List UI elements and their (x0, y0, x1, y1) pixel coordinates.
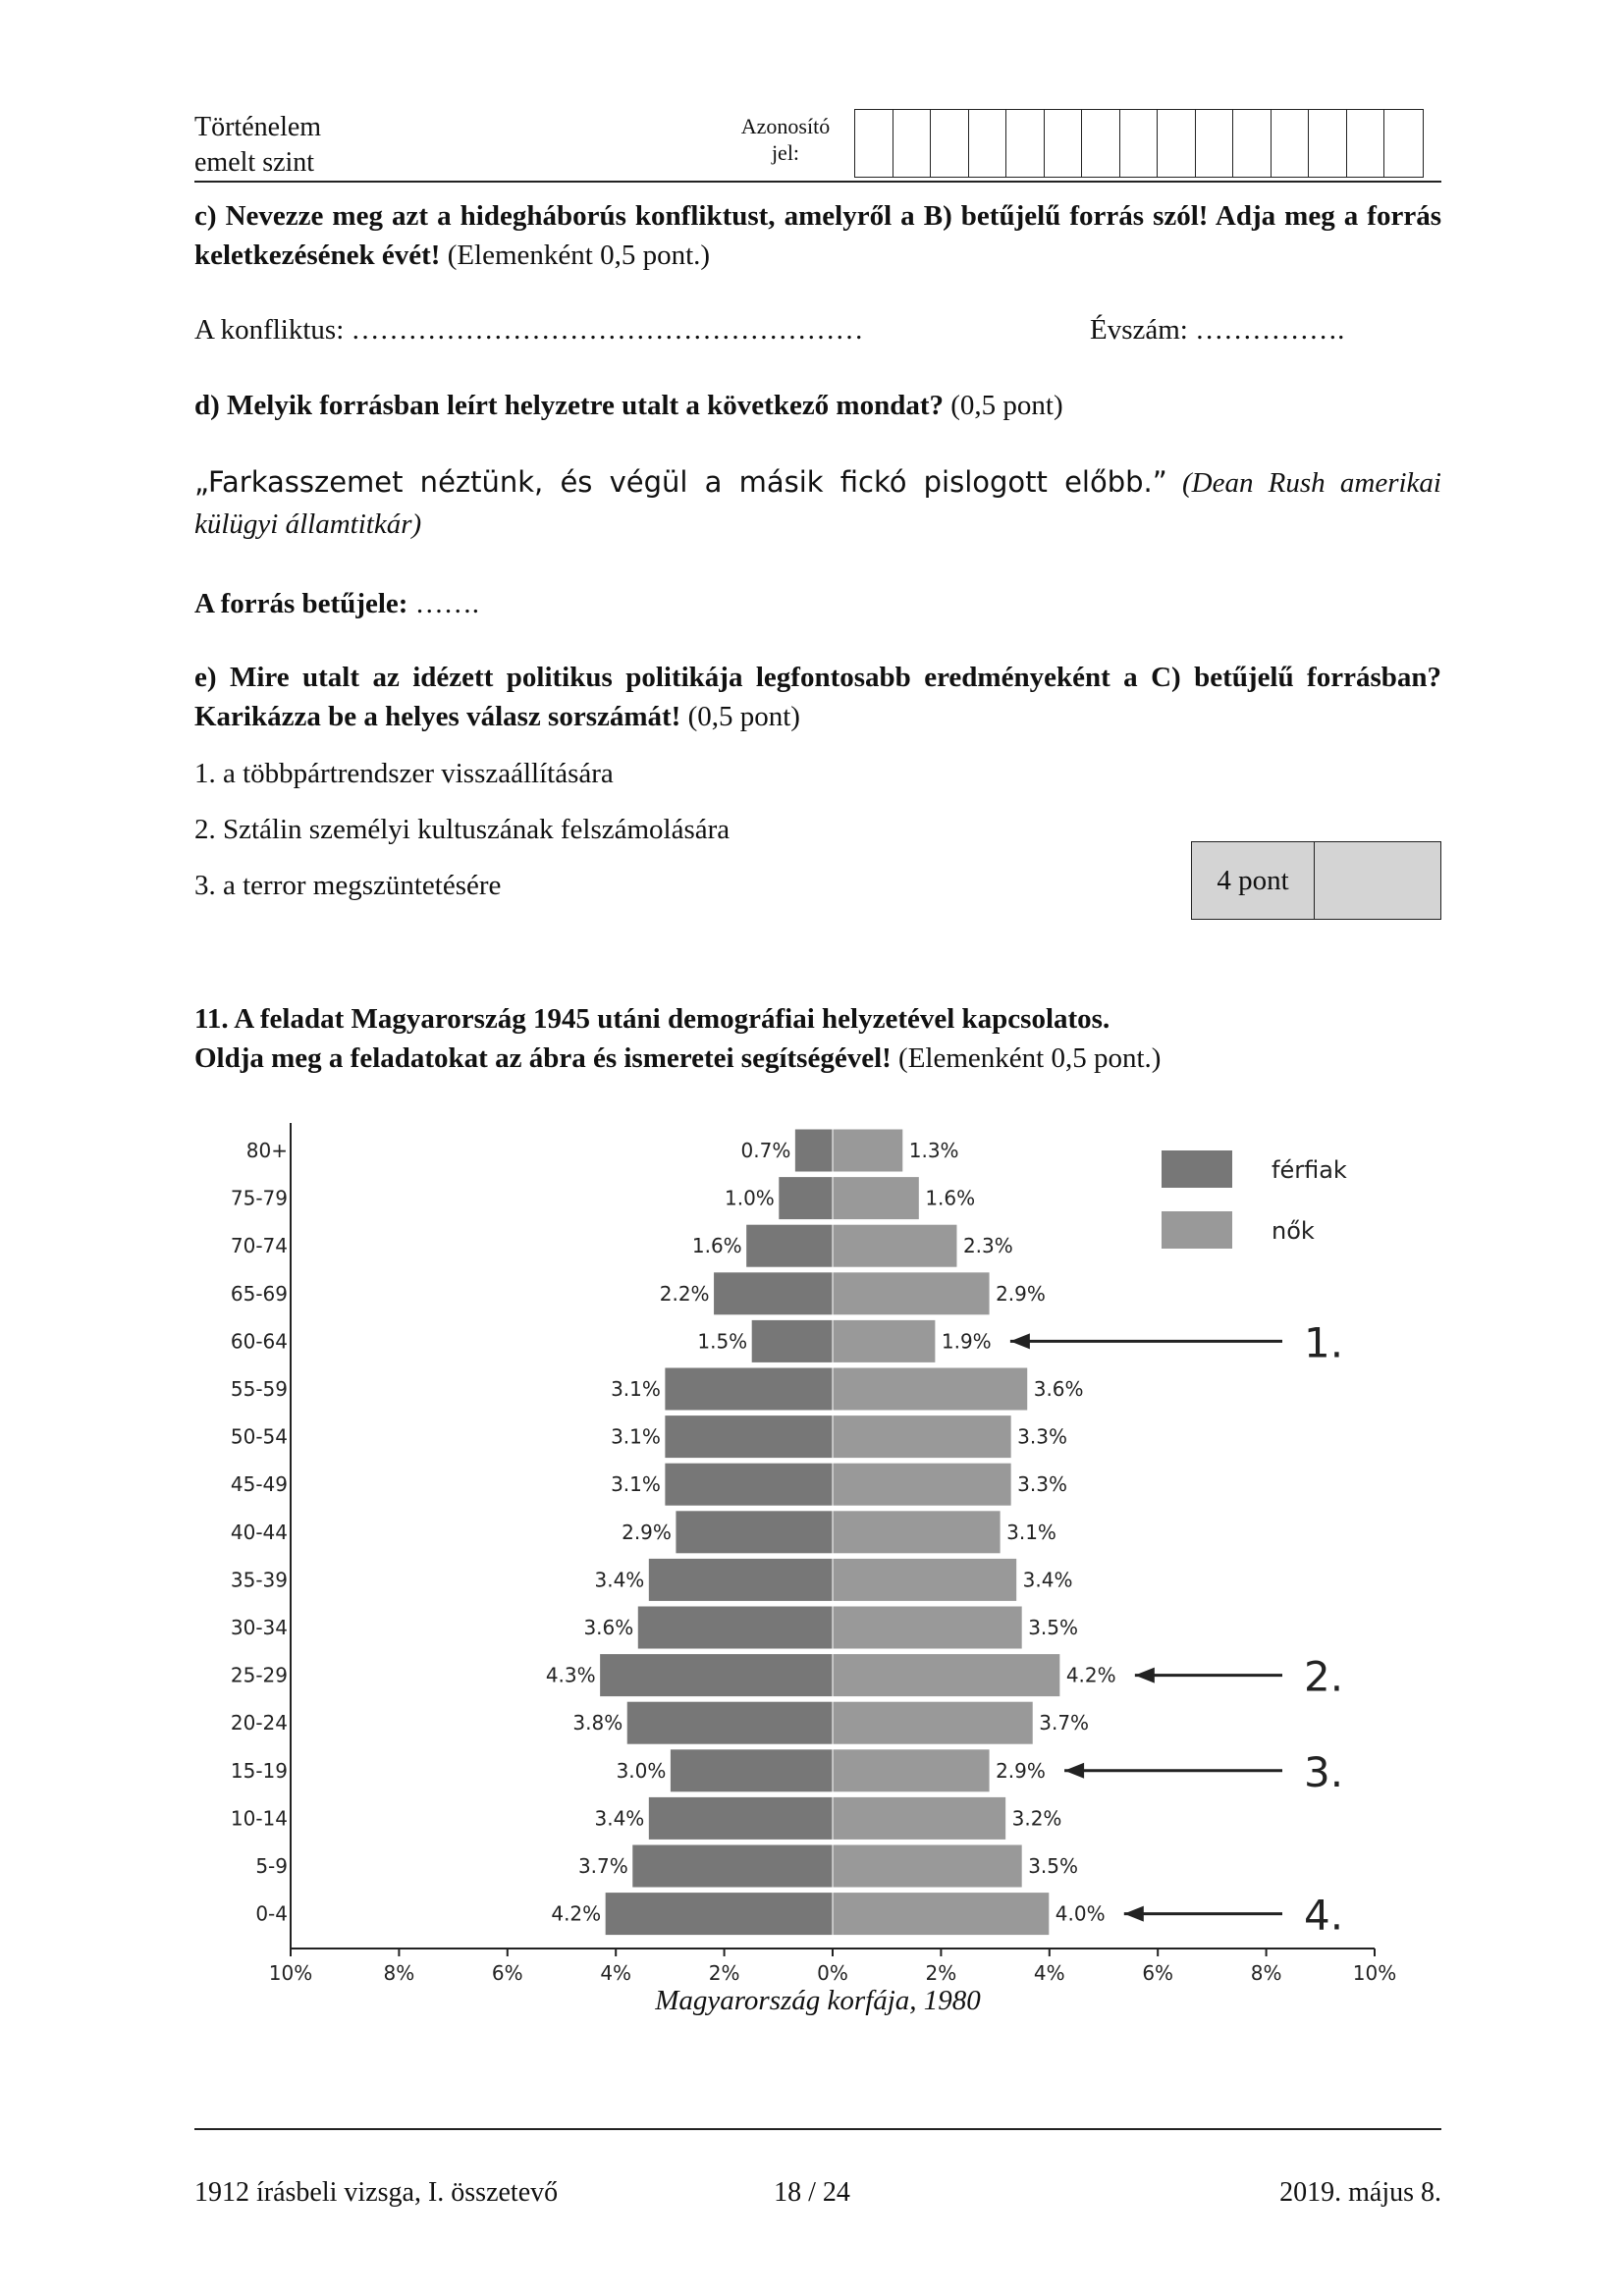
task-d-answer-row[interactable] (194, 584, 1441, 623)
task-c-prompt (194, 196, 1441, 275)
legend-swatch-women (1162, 1211, 1232, 1249)
value-label-men-75-79: 1.0% (724, 1186, 775, 1210)
quote-text: „Farkasszemet néztünk, és végül a másik fickó pislogott előbb.” (194, 465, 1167, 499)
bar-women-30-34 (833, 1606, 1022, 1649)
header-subject (194, 110, 321, 181)
annotation-arrowhead-1 (1010, 1333, 1030, 1349)
id-digit-box[interactable] (1196, 110, 1234, 177)
task-e-points: (0,5 pont) (680, 701, 800, 732)
bar-women-80+ (833, 1129, 903, 1172)
value-label-women-20-24: 3.7% (1039, 1711, 1090, 1735)
annotation-number-1: 1. (1304, 1318, 1344, 1367)
id-digit-box[interactable] (969, 110, 1007, 177)
score-label: 4 pont (1192, 842, 1315, 919)
source-letter-label: A forrás betűjele: (194, 588, 408, 619)
bar-women-60-64 (833, 1319, 936, 1362)
legend-swatch-men (1162, 1150, 1232, 1188)
age-label-5-9: 5-9 (255, 1854, 288, 1878)
value-label-men-5-9: 3.7% (577, 1854, 628, 1878)
bar-men-45-49 (665, 1463, 833, 1506)
x-tick-label: 0% (817, 1961, 848, 1985)
task-11-points: (Elemenként 0,5 pont.) (891, 1042, 1162, 1074)
annotation-number-2: 2. (1304, 1652, 1344, 1701)
id-label (722, 113, 849, 166)
x-tick-label: 4% (600, 1961, 632, 1985)
x-tick-label: 2% (925, 1961, 957, 1985)
task-11-instruction-bold: Oldja meg a feladatokat az ábra és ismeretei segítségével! (194, 1042, 892, 1074)
task-e-prompt-bold: e) Mire utalt az idézett politikus politikája legfontosabb eredményeként a C) betűjelű forrásban? Karikázza be a helyes válasz sorszámát! (194, 662, 1441, 732)
x-tick-label: 10% (268, 1961, 313, 1985)
id-digit-box[interactable] (1120, 110, 1159, 177)
bar-women-25-29 (833, 1654, 1060, 1697)
age-label-45-49: 45-49 (230, 1472, 288, 1497)
id-digit-box[interactable] (1384, 110, 1423, 177)
age-label-30-34: 30-34 (230, 1616, 288, 1639)
bar-women-20-24 (833, 1701, 1033, 1744)
bar-men-70-74 (746, 1224, 833, 1267)
value-label-men-35-39: 3.4% (594, 1568, 645, 1592)
value-label-men-15-19: 3.0% (616, 1758, 667, 1783)
task-c-answer-row (194, 310, 1441, 349)
id-digit-box[interactable] (1272, 110, 1310, 177)
id-digit-box[interactable] (893, 110, 932, 177)
conflict-answer-field[interactable]: A konfliktus: ……………………………………………… (194, 314, 864, 346)
bar-men-40-44 (676, 1511, 833, 1554)
bar-men-5-9 (632, 1844, 833, 1888)
score-entry-cell[interactable] (1315, 842, 1440, 919)
x-tick-label: 6% (491, 1961, 523, 1985)
value-label-men-70-74: 1.6% (691, 1234, 742, 1258)
footer-date: 2019. május 8. (1279, 2177, 1441, 2208)
bar-men-15-19 (670, 1749, 833, 1792)
value-label-women-55-59: 3.6% (1033, 1377, 1084, 1401)
chart-caption: Magyarország korfája, 1980 (655, 1985, 981, 2016)
id-digit-box[interactable] (855, 110, 893, 177)
task-c-prompt-bold: c) Nevezze meg azt a hidegháborús konfliktust, amelyről a B) betűjelű forrás szól! Adja meg a forrás keletkezésének évét! (194, 200, 1441, 271)
age-label-35-39: 35-39 (230, 1568, 288, 1592)
value-label-men-25-29: 4.3% (545, 1663, 596, 1687)
value-label-women-60-64: 1.9% (941, 1329, 992, 1354)
value-label-women-15-19: 2.9% (996, 1758, 1046, 1783)
value-label-men-40-44: 2.9% (622, 1520, 672, 1544)
task-e-prompt (194, 658, 1441, 736)
task-e-option-2[interactable]: 2. Sztálin személyi kultuszának felszámolására (194, 814, 731, 845)
footer-exam-code: 1912 írásbeli vizsga, I. összetevő (194, 2177, 559, 2208)
bar-women-70-74 (833, 1224, 957, 1267)
age-label-25-29: 25-29 (230, 1663, 288, 1687)
source-letter-field[interactable]: ……. (407, 588, 479, 619)
age-label-10-14: 10-14 (230, 1806, 288, 1831)
bar-women-10-14 (833, 1796, 1006, 1840)
annotation-arrowhead-4 (1124, 1906, 1144, 1922)
age-label-0-4: 0-4 (255, 1901, 288, 1926)
value-label-women-25-29: 4.2% (1065, 1663, 1116, 1687)
age-label-60-64: 60-64 (230, 1329, 288, 1354)
bar-women-50-54 (833, 1415, 1011, 1459)
bar-women-65-69 (833, 1272, 990, 1315)
x-tick-label: 2% (708, 1961, 740, 1985)
task-c-points: (Elemenként 0,5 pont.) (440, 240, 711, 271)
task-d-prompt-bold: d) Melyik forrásban leírt helyzetre utalt a következő mondat? (194, 390, 945, 421)
value-label-women-45-49: 3.3% (1017, 1472, 1067, 1497)
value-label-women-5-9: 3.5% (1028, 1854, 1079, 1878)
bar-men-25-29 (600, 1654, 833, 1697)
value-label-men-10-14: 3.4% (594, 1806, 645, 1831)
bar-men-60-64 (751, 1319, 833, 1362)
bar-women-55-59 (833, 1367, 1028, 1411)
id-digit-box[interactable] (1347, 110, 1385, 177)
age-label-65-69: 65-69 (230, 1281, 288, 1306)
subject-name: Történelem (194, 112, 322, 142)
quote-attribution: (Dean Rush amerikai külügyi államtitkár) (194, 467, 1441, 540)
bar-men-0-4 (605, 1893, 833, 1936)
bar-women-15-19 (833, 1749, 990, 1792)
header-divider (194, 181, 1441, 183)
task-d-prompt (194, 386, 1441, 425)
year-answer-field[interactable]: Évszám: ……………. (1090, 314, 1345, 346)
bar-men-20-24 (626, 1701, 833, 1744)
value-label-women-80+: 1.3% (908, 1139, 959, 1162)
value-label-men-55-59: 3.1% (611, 1377, 661, 1401)
footer-page-number: 18 / 24 (774, 2177, 850, 2208)
age-label-80+: 80+ (245, 1139, 288, 1162)
value-label-women-65-69: 2.9% (996, 1281, 1046, 1306)
task-e-option-1[interactable]: 1. a többpártrendszer visszaállítására (194, 758, 614, 789)
age-label-15-19: 15-19 (230, 1758, 288, 1783)
value-label-men-60-64: 1.5% (697, 1329, 748, 1354)
id-digit-box[interactable] (1158, 110, 1196, 177)
bar-men-35-39 (648, 1558, 833, 1601)
age-label-55-59: 55-59 (230, 1377, 288, 1401)
bar-women-0-4 (833, 1893, 1050, 1936)
value-label-men-45-49: 3.1% (611, 1472, 661, 1497)
bar-women-45-49 (833, 1463, 1011, 1506)
value-label-men-80+: 0.7% (740, 1139, 791, 1162)
value-label-women-40-44: 3.1% (1006, 1520, 1056, 1544)
x-tick-label: 6% (1142, 1961, 1174, 1985)
bar-men-10-14 (648, 1796, 833, 1840)
legend-label-women: nők (1272, 1217, 1315, 1245)
value-label-women-75-79: 1.6% (925, 1186, 976, 1210)
age-label-70-74: 70-74 (230, 1234, 288, 1258)
bar-men-55-59 (665, 1367, 833, 1411)
id-digit-box[interactable] (1045, 110, 1083, 177)
population-pyramid-chart (194, 1109, 1432, 1993)
x-tick-label: 8% (1250, 1961, 1282, 1985)
annotation-arrowhead-3 (1064, 1763, 1084, 1779)
task-11-title: 11. A feladat Magyarország 1945 utáni demográfiai helyzetével kapcsolatos. (194, 1003, 1110, 1035)
bar-men-75-79 (779, 1177, 833, 1220)
id-input-boxes[interactable] (854, 109, 1424, 178)
value-label-women-35-39: 3.4% (1022, 1568, 1073, 1592)
value-label-men-0-4: 4.2% (551, 1901, 602, 1926)
bar-women-75-79 (833, 1177, 919, 1220)
value-label-men-65-69: 2.2% (659, 1281, 710, 1306)
bar-women-5-9 (833, 1844, 1022, 1888)
bar-women-35-39 (833, 1558, 1017, 1601)
value-label-men-30-34: 3.6% (583, 1616, 634, 1639)
value-label-men-20-24: 3.8% (572, 1711, 623, 1735)
age-label-50-54: 50-54 (230, 1424, 288, 1449)
bar-women-40-44 (833, 1511, 1001, 1554)
id-digit-box[interactable] (1006, 110, 1045, 177)
task-e-option-3[interactable]: 3. a terror megszüntetésére (194, 870, 502, 901)
x-tick-label: 10% (1352, 1961, 1397, 1985)
x-tick-label: 4% (1033, 1961, 1065, 1985)
score-box (1191, 841, 1441, 920)
task-d-quote-block (194, 461, 1441, 545)
value-label-women-0-4: 4.0% (1055, 1901, 1106, 1926)
age-label-75-79: 75-79 (230, 1186, 288, 1210)
bar-men-65-69 (714, 1272, 833, 1315)
id-label-line1: Azonosító (740, 114, 831, 138)
id-label-line2: jel: (771, 140, 800, 165)
age-label-40-44: 40-44 (230, 1520, 288, 1544)
bar-men-50-54 (665, 1415, 833, 1459)
footer-divider (194, 2128, 1441, 2130)
id-digit-box[interactable] (1233, 110, 1272, 177)
value-label-women-10-14: 3.2% (1011, 1806, 1062, 1831)
value-label-women-30-34: 3.5% (1028, 1616, 1079, 1639)
id-digit-box[interactable] (931, 110, 969, 177)
task-d-points: (0,5 pont) (944, 390, 1063, 421)
bar-men-30-34 (637, 1606, 833, 1649)
id-digit-box[interactable] (1309, 110, 1347, 177)
legend-label-men: férfiak (1272, 1156, 1347, 1184)
value-label-women-50-54: 3.3% (1017, 1424, 1067, 1449)
x-tick-label: 8% (383, 1961, 415, 1985)
age-label-20-24: 20-24 (230, 1711, 288, 1735)
annotation-number-3: 3. (1304, 1747, 1344, 1796)
subject-level: emelt szint (194, 147, 315, 178)
value-label-men-50-54: 3.1% (611, 1424, 661, 1449)
value-label-women-70-74: 2.3% (962, 1234, 1013, 1258)
annotation-arrowhead-2 (1135, 1668, 1155, 1683)
bar-men-80+ (794, 1129, 833, 1172)
id-digit-box[interactable] (1082, 110, 1120, 177)
task-11-instruction (194, 1039, 1441, 1078)
annotation-number-4: 4. (1304, 1891, 1344, 1940)
